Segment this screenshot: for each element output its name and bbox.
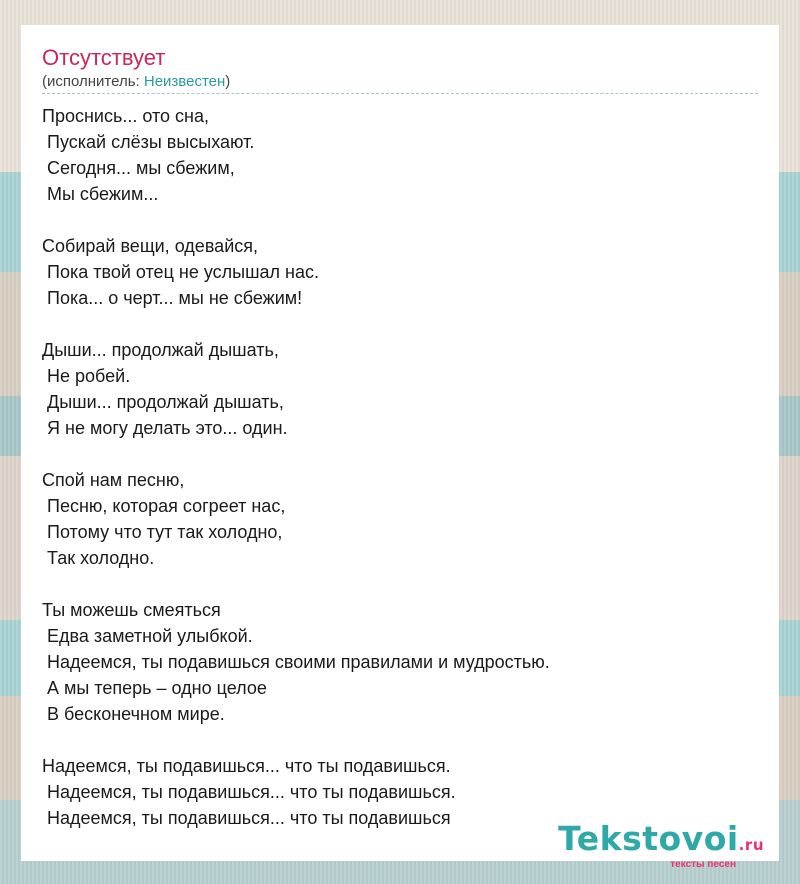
site-logo[interactable] bbox=[558, 819, 764, 870]
artist-prefix: (исполнитель: bbox=[42, 73, 144, 90]
lyric-line: Едва заметной улыбкой. bbox=[42, 626, 253, 646]
lyric-line: Пока... о черт... мы не сбежим! bbox=[42, 288, 303, 308]
lyric-line: Надеемся, ты подавишься... что ты подавишься bbox=[42, 808, 451, 828]
lyrics-card bbox=[21, 25, 779, 861]
artist-link[interactable]: Неизвестен bbox=[143, 73, 226, 90]
lyric-line: Надеемся, ты подавишься своими правилами и мудростью. bbox=[42, 652, 550, 672]
lyric-line bbox=[42, 311, 550, 337]
logo-name: Tekstovoi bbox=[558, 819, 739, 858]
lyric-line bbox=[42, 207, 550, 233]
lyrics-text bbox=[42, 103, 550, 831]
lyric-line: Проснись... ото сна, bbox=[42, 106, 209, 126]
lyric-line bbox=[42, 571, 550, 597]
artist-line bbox=[42, 73, 230, 91]
lyric-line: Потому что тут так холодно, bbox=[42, 522, 283, 542]
lyric-line: Собирай вещи, одевайся, bbox=[42, 236, 258, 256]
lyric-line: А мы теперь – одно целое bbox=[42, 678, 267, 698]
lyric-line: Я не могу делать это... один. bbox=[42, 418, 288, 438]
song-title: Отсутствует bbox=[42, 45, 166, 70]
logo-tld: .ru bbox=[738, 836, 764, 854]
lyric-line: Не робей. bbox=[42, 366, 131, 386]
lyric-line: Дыши... продолжай дышать, bbox=[42, 340, 279, 360]
logo-wordmark bbox=[558, 819, 764, 862]
lyric-line: Так холодно. bbox=[42, 548, 155, 568]
lyric-line: Дыши... продолжай дышать, bbox=[42, 392, 284, 412]
lyric-line: Надеемся, ты подавишься... что ты подавишься. bbox=[42, 782, 456, 802]
lyric-line: Сегодня... мы сбежим, bbox=[42, 158, 235, 178]
divider bbox=[42, 93, 758, 94]
lyric-line: Пускай слёзы высыхают. bbox=[42, 132, 255, 152]
lyric-line bbox=[42, 727, 550, 753]
lyric-line: В бесконечном мире. bbox=[42, 704, 225, 724]
lyric-line: Песню, которая согреет нас, bbox=[42, 496, 286, 516]
lyric-line: Спой нам песню, bbox=[42, 470, 185, 490]
logo-tagline: тексты песен bbox=[670, 859, 736, 870]
lyric-line bbox=[42, 441, 550, 467]
lyric-line: Ты можешь смеяться bbox=[42, 600, 221, 620]
lyric-line: Мы сбежим... bbox=[42, 184, 159, 204]
lyric-line: Пока твой отец не услышал нас. bbox=[42, 262, 319, 282]
lyric-line: Надеемся, ты подавишься... что ты подавишься. bbox=[42, 756, 451, 776]
artist-suffix: ) bbox=[225, 73, 231, 90]
